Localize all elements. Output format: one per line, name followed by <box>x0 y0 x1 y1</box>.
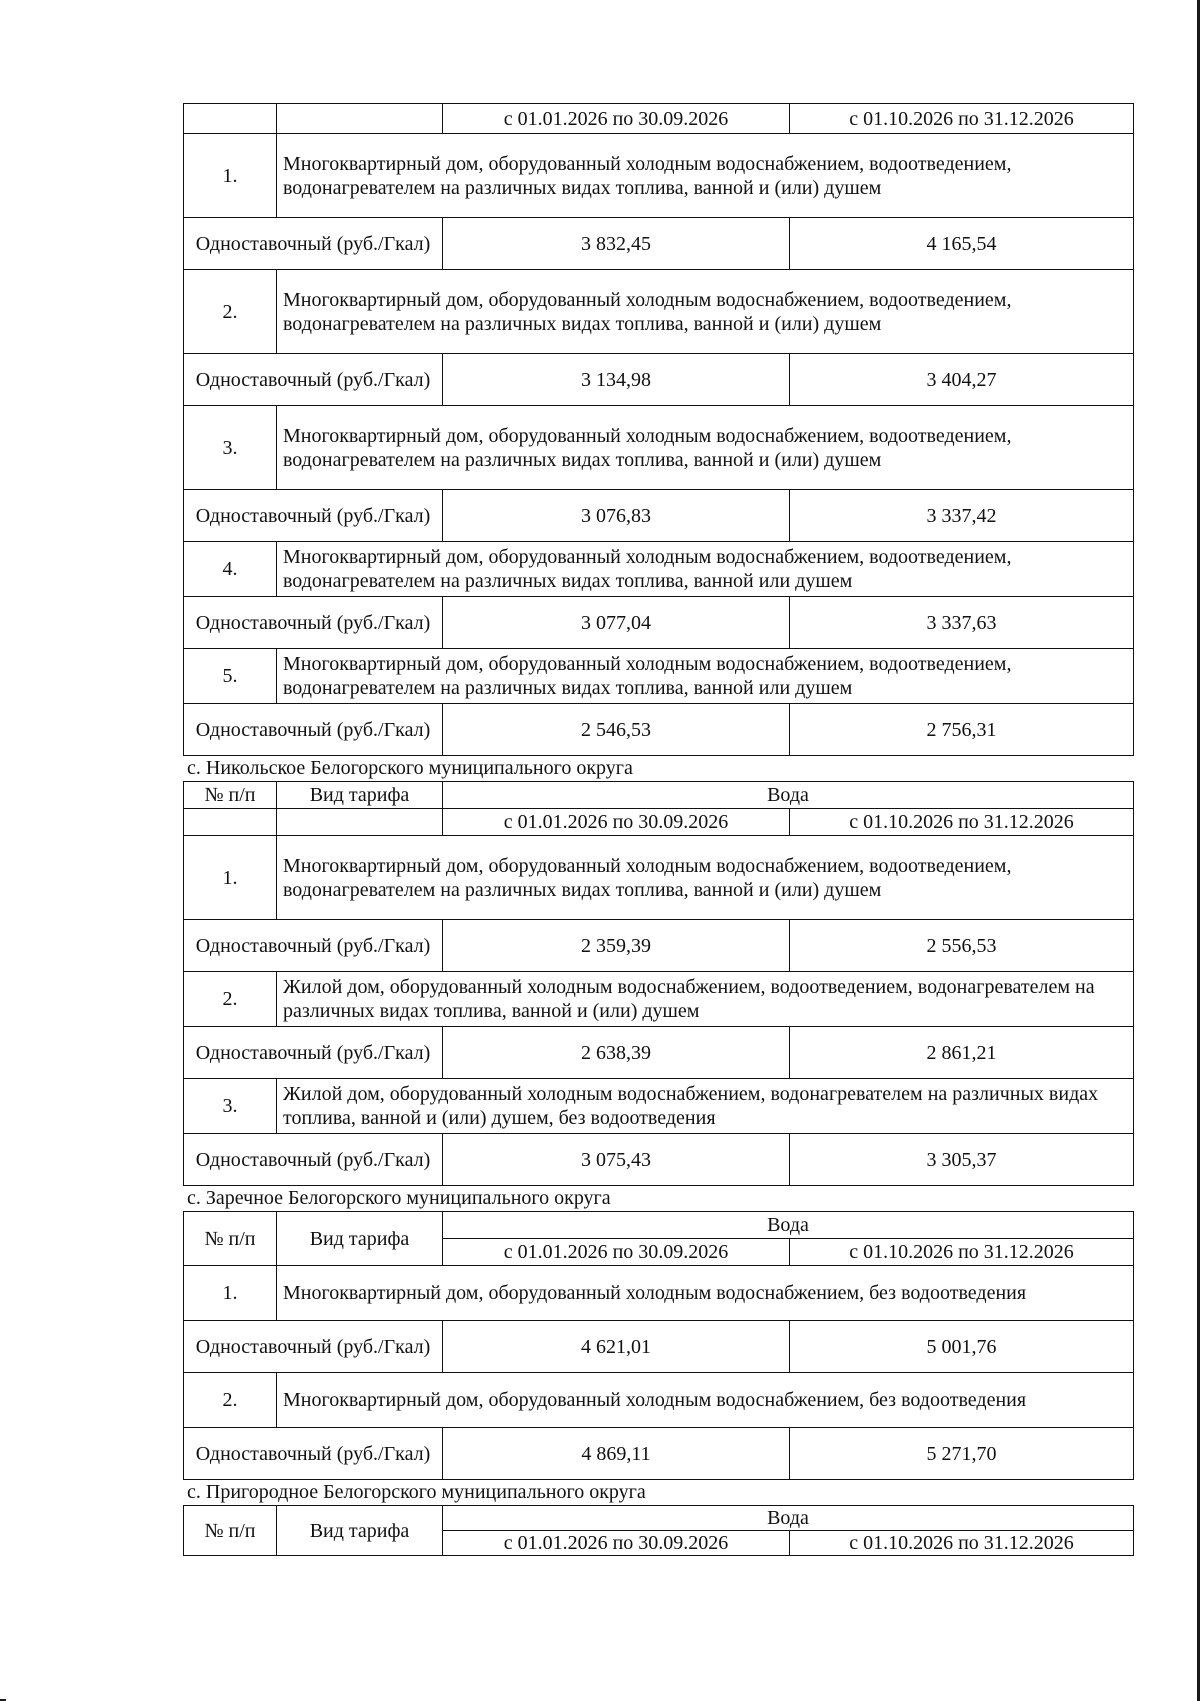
table-row <box>184 1266 1134 1321</box>
period-start-header: с 01.01.2026 по 30.09.2026 <box>443 809 790 836</box>
tariff-value-period1: 3 134,98 <box>443 354 790 406</box>
row-description: Многоквартирный дом, оборудованный холодным водоснабжением, без водоотведения <box>277 1373 1134 1428</box>
row-number: 2. <box>184 1373 277 1428</box>
tariff-value-period2: 3 337,63 <box>790 597 1134 649</box>
water-column-header: Вода <box>443 782 1134 809</box>
table-row <box>184 597 1134 649</box>
period-end-header: с 01.10.2026 по 31.12.2026 <box>790 1531 1134 1556</box>
tariff-value-period1: 4 621,01 <box>443 1321 790 1373</box>
row-description: Жилой дом, оборудованный холодным водоснабжением, водонагревателем на различных видах топлива, ванной и (или) душем, без водоотведения <box>277 1079 1134 1134</box>
tariff-value-period1: 3 076,83 <box>443 490 790 542</box>
table-row <box>184 1079 1134 1134</box>
table-header-row <box>184 782 1134 809</box>
row-description: Многоквартирный дом, оборудованный холодным водоснабжением, водоотведением, водонагревателем на различных видах топлива, ванной или душем <box>277 542 1134 597</box>
row-number: 5. <box>184 649 277 704</box>
table-row <box>184 270 1134 354</box>
empty-cell <box>277 809 443 836</box>
row-description: Многоквартирный дом, оборудованный холодным водоснабжением, водоотведением, водонагревателем на различных видах топлива, ванной и (или) душем <box>277 270 1134 354</box>
row-description: Многоквартирный дом, оборудованный холодным водоснабжением, водоотведением, водонагревателем на различных видах топлива, ванной и (или) душем <box>277 836 1134 920</box>
table-header-row <box>184 1212 1134 1239</box>
table-row <box>184 1027 1134 1079</box>
row-number: 3. <box>184 1079 277 1134</box>
row-description: Многоквартирный дом, оборудованный холодным водоснабжением, водоотведением, водонагревателем на различных видах топлива, ванной и (или) душем <box>277 134 1134 218</box>
locality-heading: с. Никольское Белогорского муниципального округа <box>187 757 633 779</box>
locality-heading: с. Заречное Белогорского муниципального округа <box>187 1187 611 1209</box>
table-row <box>184 542 1134 597</box>
tariff-type-label: Одноставочный (руб./Гкал) <box>184 354 443 406</box>
tariff-type-label: Одноставочный (руб./Гкал) <box>184 490 443 542</box>
period-start-header: с 01.01.2026 по 30.09.2026 <box>443 1531 790 1556</box>
tariff-type-label: Одноставочный (руб./Гкал) <box>184 704 443 756</box>
row-description: Многоквартирный дом, оборудованный холодным водоснабжением, без водоотведения <box>277 1266 1134 1321</box>
tariff-table-prigorodnoe <box>183 1505 1134 1556</box>
empty-cell <box>277 104 443 134</box>
tariff-value-period2: 3 337,42 <box>790 490 1134 542</box>
row-number: 1. <box>184 134 277 218</box>
row-number: 2. <box>184 972 277 1027</box>
empty-cell <box>184 809 277 836</box>
period-end-header: с 01.10.2026 по 31.12.2026 <box>790 104 1134 134</box>
tariff-value-period2: 2 756,31 <box>790 704 1134 756</box>
table-row <box>184 134 1134 218</box>
table-row <box>184 649 1134 704</box>
tariff-value-period2: 2 556,53 <box>790 920 1134 972</box>
tariff-value-period1: 3 077,04 <box>443 597 790 649</box>
table-row <box>184 704 1134 756</box>
tariff-value-period2: 2 861,21 <box>790 1027 1134 1079</box>
period-header-row <box>184 104 1134 134</box>
tariff-value-period2: 5 271,70 <box>790 1428 1134 1480</box>
row-number: 2. <box>184 270 277 354</box>
tariff-value-period2: 4 165,54 <box>790 218 1134 270</box>
water-column-header: Вода <box>443 1212 1134 1239</box>
period-start-header: с 01.01.2026 по 30.09.2026 <box>443 104 790 134</box>
table-row <box>184 836 1134 920</box>
period-start-header: с 01.01.2026 по 30.09.2026 <box>443 1239 790 1266</box>
document-page <box>183 103 1133 1556</box>
tariff-type-label: Одноставочный (руб./Гкал) <box>184 920 443 972</box>
tariff-value-period1: 3 832,45 <box>443 218 790 270</box>
period-end-header: с 01.10.2026 по 31.12.2026 <box>790 809 1134 836</box>
tariff-value-period2: 5 001,76 <box>790 1321 1134 1373</box>
tariff-type-label: Одноставочный (руб./Гкал) <box>184 1027 443 1079</box>
tariff-type-label: Одноставочный (руб./Гкал) <box>184 1321 443 1373</box>
row-number: 4. <box>184 542 277 597</box>
table-row <box>184 218 1134 270</box>
tariff-table-nikolskoe <box>183 781 1134 1186</box>
tariff-table-zarechnoe <box>183 1211 1134 1480</box>
tariff-type-column-header: Вид тарифа <box>277 1506 443 1556</box>
number-column-header: № п/п <box>184 1506 277 1556</box>
water-column-header: Вода <box>443 1506 1134 1531</box>
tariff-value-period1: 2 638,39 <box>443 1027 790 1079</box>
tariff-value-period2: 3 305,37 <box>790 1134 1134 1186</box>
locality-heading: с. Пригородное Белогорского муниципального округа <box>187 1481 646 1503</box>
table-row <box>184 920 1134 972</box>
tariff-value-period1: 2 359,39 <box>443 920 790 972</box>
tariff-value-period1: 2 546,53 <box>443 704 790 756</box>
number-column-header: № п/п <box>184 782 277 809</box>
tariff-type-label: Одноставочный (руб./Гкал) <box>184 1428 443 1480</box>
table-row <box>184 1321 1134 1373</box>
table-row <box>184 972 1134 1027</box>
row-number: 1. <box>184 1266 277 1321</box>
tariff-type-column-header: Вид тарифа <box>277 1212 443 1266</box>
row-description: Многоквартирный дом, оборудованный холодным водоснабжением, водоотведением, водонагревателем на различных видах топлива, ванной и (или) душем <box>277 406 1134 490</box>
table-header-row <box>184 1506 1134 1531</box>
tariff-type-label: Одноставочный (руб./Гкал) <box>184 597 443 649</box>
table-row <box>184 1428 1134 1480</box>
tariff-type-label: Одноставочный (руб./Гкал) <box>184 1134 443 1186</box>
tariff-value-period2: 3 404,27 <box>790 354 1134 406</box>
table-row <box>184 1373 1134 1428</box>
tariff-value-period1: 3 075,43 <box>443 1134 790 1186</box>
period-header-row <box>184 809 1134 836</box>
empty-cell <box>184 104 277 134</box>
row-description: Жилой дом, оборудованный холодным водоснабжением, водоотведением, водонагревателем на различных видах топлива, ванной и (или) душем <box>277 972 1134 1027</box>
table-row <box>184 490 1134 542</box>
table-row <box>184 354 1134 406</box>
tariff-value-period1: 4 869,11 <box>443 1428 790 1480</box>
table-row <box>184 406 1134 490</box>
number-column-header: № п/п <box>184 1212 277 1266</box>
row-number: 3. <box>184 406 277 490</box>
tariff-table-continued <box>183 103 1134 756</box>
row-number: 1. <box>184 836 277 920</box>
row-description: Многоквартирный дом, оборудованный холодным водоснабжением, водоотведением, водонагревателем на различных видах топлива, ванной или душем <box>277 649 1134 704</box>
tariff-type-column-header: Вид тарифа <box>277 782 443 809</box>
table-row <box>184 1134 1134 1186</box>
period-end-header: с 01.10.2026 по 31.12.2026 <box>790 1239 1134 1266</box>
tariff-type-label: Одноставочный (руб./Гкал) <box>184 218 443 270</box>
